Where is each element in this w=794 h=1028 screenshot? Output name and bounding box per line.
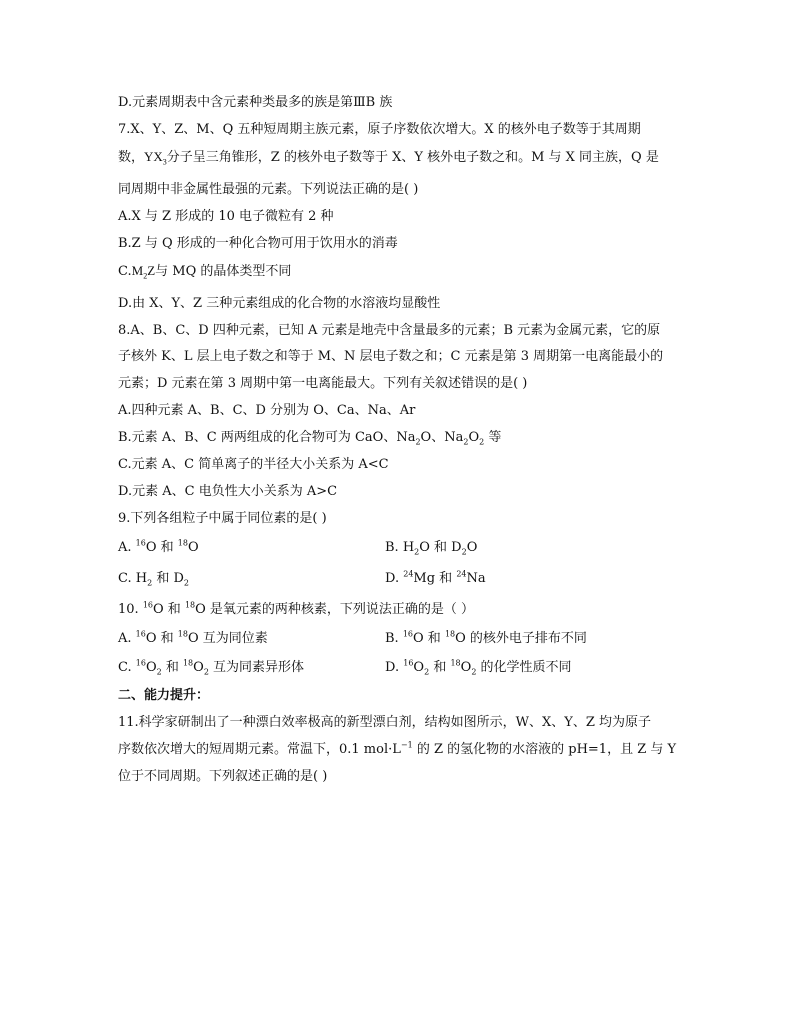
section-heading [118, 687, 209, 705]
q6-option-d [118, 94, 392, 112]
q8-option-d [118, 483, 337, 501]
q10-option-d [385, 659, 572, 677]
q10-stem-pre: 10. [118, 602, 143, 617]
q9-option-d-mid: Mg 和 [413, 571, 457, 586]
q7-formula-subscript: 3 [162, 157, 167, 167]
q10-option-c-mid-3: O [193, 660, 204, 675]
q8-stem-line-3 [118, 375, 527, 393]
q7-option-a [118, 208, 334, 226]
q7-stem-line-3-text: 同周期中非金属性最强的元素。下列说法正确的是( ) [118, 182, 419, 197]
q10-stem [118, 601, 474, 619]
q11-stem-line-2-post: 的 Z 的氢化物的水溶液的 pH=1，且 Z 与 Y [412, 742, 677, 757]
q7-option-d [118, 295, 440, 313]
q10-option-c-sub-1: 2 [156, 667, 162, 677]
q10-option-a-post: O 互为同位素 [187, 631, 268, 646]
q7-option-c-post: 与 MQ 的晶体类型不同 [155, 264, 292, 279]
q10-option-d-mid-2: 和 [429, 660, 451, 675]
q7-formula-yx3 [144, 149, 167, 167]
q10-option-c [118, 659, 304, 677]
q9-option-b-mid: O 和 D [419, 540, 462, 555]
q9-option-a [118, 539, 199, 557]
q9-option-c [118, 570, 189, 588]
q10-option-d-mid-3: O [460, 660, 472, 675]
q8-option-b-pre: B.元素 A、B、C 两两组成的化合物可为 CaO、Na [118, 430, 416, 445]
q11-stem-line-2-pre: 序数依次增大的短周期元素。常温下，0.1 mol·L [118, 742, 401, 757]
q7-formula-m-subscript: 2 [143, 271, 148, 281]
q10-option-b-pre: B. [385, 631, 403, 646]
q9-option-c-sub-2: 2 [183, 578, 189, 588]
q10-option-b-sup-1: 16 [402, 629, 414, 639]
q7-option-c-pre: C. [118, 264, 132, 279]
q9-option-d [385, 570, 486, 588]
q11-stem-line-1 [118, 714, 651, 732]
q9-option-d-pre: D. [385, 571, 404, 586]
q9-option-a-sup-2: 18 [177, 538, 188, 548]
q9-option-c-mid: 和 D [152, 571, 184, 586]
q10-option-a-pre: A. [118, 631, 136, 646]
q9-option-d-sup-1: 24 [403, 569, 414, 579]
q7-option-c [118, 262, 291, 281]
q9-option-a-post: O [187, 540, 199, 555]
q7-option-b-text: B.Z 与 Q 形成的一种化合物可用于饮用水的消毒 [118, 236, 398, 251]
q7-stem-line-2-pre: 数， [118, 150, 145, 165]
section-heading-text: 二、能力提升： [118, 688, 210, 703]
q9-option-b [385, 539, 477, 557]
q8-option-b-mid: O、Na [420, 430, 464, 445]
q10-option-a-sup-1: 16 [135, 629, 146, 639]
q7-option-d-text: D.由 X、Y、Z 三种元素组成的化合物的水溶液均显酸性 [118, 296, 441, 311]
q8-option-c-text: C.元素 A、C 简单离子的半径大小关系为 A<C [118, 457, 389, 472]
q10-stem-sup-2: 18 [184, 600, 196, 610]
q7-stem-line-2-post: 分子呈三角锥形，Z 的核外电子数等于 X、Y 核外电子数之和。M 与 X 同主族，Q 是 [166, 150, 659, 165]
q8-option-b-sub-2: 2 [463, 437, 469, 447]
q10-option-d-pre: D. [385, 660, 404, 675]
q10-option-c-mid: O [145, 660, 157, 675]
q10-option-d-sup-1: 16 [403, 658, 414, 668]
q7-option-a-text: A.X 与 Z 形成的 10 电子微粒有 2 种 [118, 209, 334, 224]
q8-stem-line-1-text: 8.A、B、C、D 四种元素，已知 A 元素是地壳中含量最多的元素；B 元素为金属元素，它的原 [118, 323, 661, 338]
q10-option-b-post: O 的核外电子排布不同 [455, 631, 587, 646]
q8-stem-line-1 [118, 322, 660, 340]
q11-stem-line-2 [118, 741, 676, 759]
q11-stem-line-3 [118, 768, 327, 786]
q8-option-b-sub-3: 2 [479, 437, 485, 447]
q7-formula-z: Z [147, 263, 156, 278]
q9-option-c-pre: C. H [118, 571, 148, 586]
q10-option-d-mid: O [413, 660, 425, 675]
q7-stem-line-1-text: 7.X、Y、Z、M、Q 五种短周期主族元素，原子序数依次增大。X 的核外电子数等于其周期 [118, 122, 641, 137]
q10-option-b-sup-2: 18 [444, 629, 456, 639]
q7-formula-m2z [131, 263, 156, 281]
q9-option-d-post: Na [466, 571, 486, 586]
q10-option-a-mid: O 和 [145, 631, 178, 646]
q10-option-a [118, 630, 268, 648]
q10-option-c-post: 互为同素异形体 [208, 660, 305, 675]
q7-formula-m: M [131, 263, 144, 278]
q9-stem [118, 510, 327, 528]
q10-option-d-post: 的化学性质不同 [476, 660, 572, 675]
q10-option-d-sup-2: 18 [450, 658, 461, 668]
q7-stem-line-1 [118, 121, 641, 139]
q10-option-c-sub-2: 2 [203, 667, 209, 677]
q10-stem-sup-1: 16 [142, 600, 153, 610]
q9-option-a-sup-1: 16 [135, 538, 146, 548]
q9-option-b-sub-1: 2 [414, 547, 420, 557]
q8-stem-line-2 [118, 348, 663, 366]
q10-option-b-mid: O 和 [413, 631, 445, 646]
q10-option-d-sub-1: 2 [424, 667, 430, 677]
q8-option-a [118, 402, 415, 420]
q10-option-a-sup-2: 18 [177, 629, 188, 639]
q10-stem-mid: O 和 [153, 602, 185, 617]
q8-stem-line-3-text: 元素；D 元素在第 3 周期中第一电离能最大。下列有关叙述错误的是( ) [118, 376, 528, 391]
q9-option-b-pre: B. H [385, 540, 415, 555]
q10-option-c-sup-1: 16 [135, 658, 146, 668]
q8-option-b-post: 等 [484, 430, 502, 445]
q9-option-c-sub-1: 2 [147, 578, 153, 588]
q8-option-b-mid-2: O [468, 430, 480, 445]
q8-option-a-text: A.四种元素 A、B、C、D 分别为 O、Ca、Na、Ar [118, 403, 416, 418]
q8-option-b [118, 429, 501, 447]
q8-option-c [118, 456, 389, 474]
q9-option-d-sup-2: 24 [456, 569, 467, 579]
q9-stem-text: 9.下列各组粒子中属于同位素的是( ) [118, 511, 327, 526]
q8-option-d-text: D.元素 A、C 电负性大小关系为 A>C [118, 484, 338, 499]
q10-option-c-pre: C. [118, 660, 136, 675]
q6-option-d-text: D.元素周期表中含元素种类最多的族是第ⅢB 族 [118, 95, 393, 110]
q10-option-b [385, 630, 587, 648]
q9-option-b-sub-2: 2 [461, 547, 467, 557]
q10-option-c-sup-2: 18 [182, 658, 194, 668]
q11-stem-line-1-text: 11.科学家研制出了一种漂白效率极高的新型漂白剂，结构如图所示，W、X、Y、Z 均为原子 [118, 715, 652, 730]
q9-option-a-mid: O 和 [145, 540, 178, 555]
q7-option-b [118, 235, 398, 253]
q10-option-d-sub-2: 2 [471, 667, 477, 677]
q8-option-b-sub-1: 2 [415, 437, 421, 447]
q7-formula-text: YX [144, 149, 163, 164]
q10-option-c-mid-2: 和 [161, 660, 183, 675]
q7-stem-line-3 [118, 181, 418, 199]
q10-stem-post: O 是氧元素的两种核素，下列说法正确的是（ ） [195, 602, 475, 617]
q11-stem-line-2-sup: −1 [400, 740, 413, 750]
q11-stem-line-3-text: 位于不同周期。下列叙述正确的是( ) [118, 769, 328, 784]
q8-stem-line-2-text: 子核外 K、L 层上电子数之和等于 M、N 层电子数之和；C 元素是第 3 周期第一电离能最小的 [118, 349, 664, 364]
q9-option-a-pre: A. [118, 540, 136, 555]
q9-option-b-post: O [466, 540, 478, 555]
q7-stem-line-2 [118, 148, 659, 167]
